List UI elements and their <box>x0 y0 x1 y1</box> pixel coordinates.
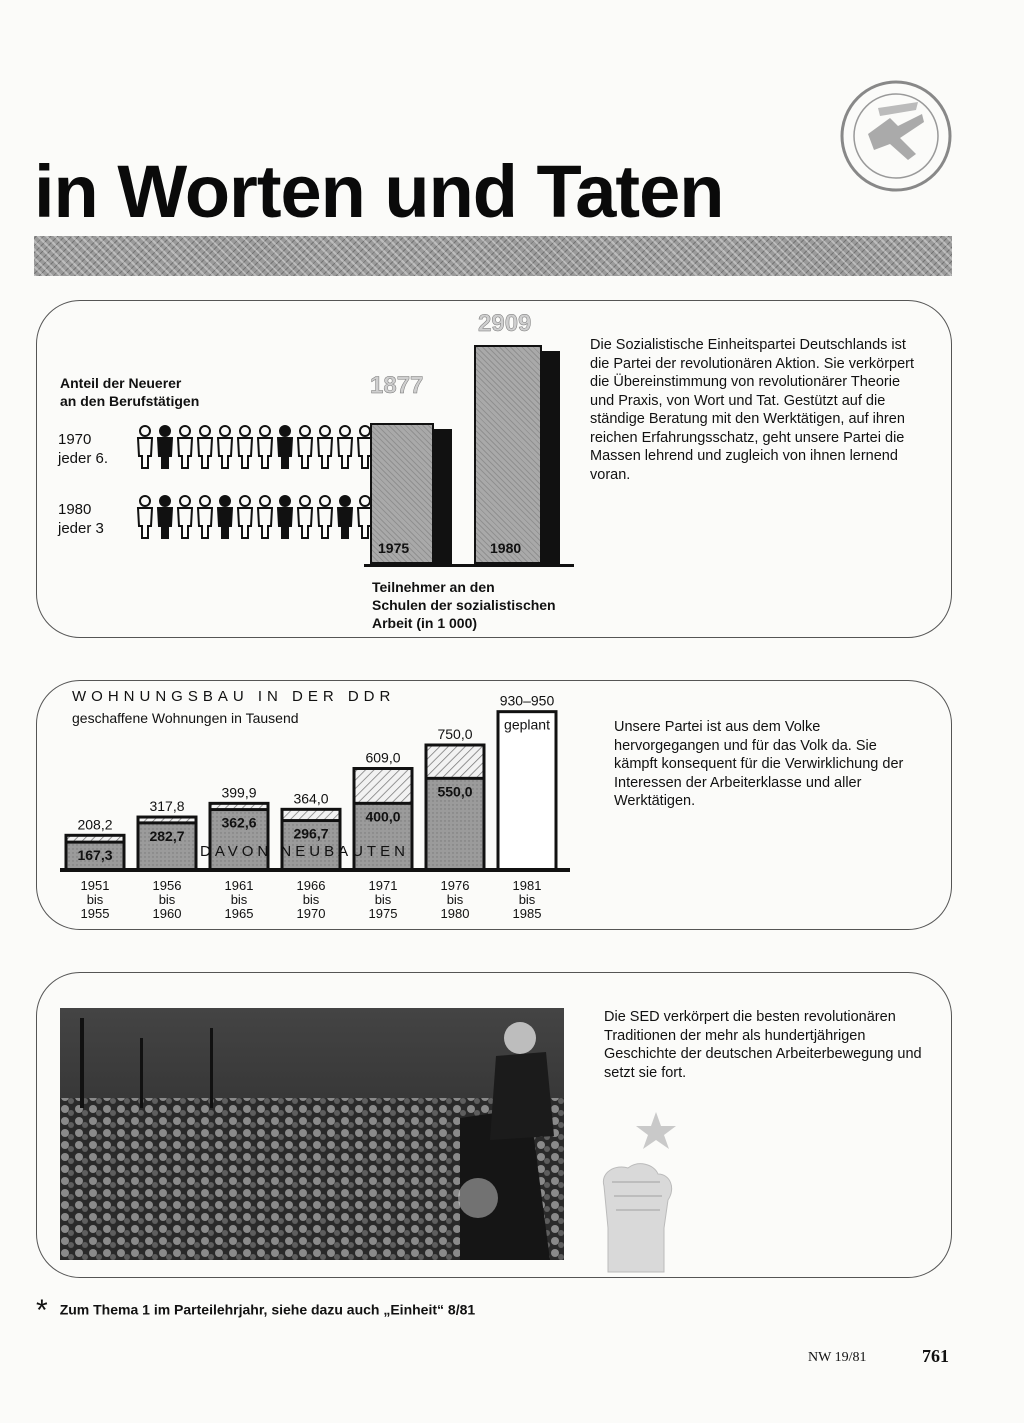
bar-neubauten-label: 400,0 <box>365 808 401 825</box>
teilnehmer-chart <box>364 306 574 574</box>
x-tick-label: 1960 <box>152 906 182 921</box>
bar-total-label: 930–950 <box>499 692 555 709</box>
x-tick-label: 1961 <box>224 878 254 893</box>
bar-total <box>498 712 556 870</box>
person-icon <box>298 496 312 538</box>
x-tick-label: 1980 <box>440 906 470 921</box>
wohnungsbau-svg <box>60 676 580 926</box>
bar-1980 <box>474 345 542 564</box>
bar-total-label: 208,2 <box>77 816 113 833</box>
bar-neubauten-label: 550,0 <box>437 783 473 800</box>
person-icon <box>338 496 352 538</box>
person-icon <box>238 496 252 538</box>
person-icon <box>318 496 332 538</box>
bar-total-label: 364,0 <box>293 790 329 807</box>
bar-total-label: 750,0 <box>437 726 473 742</box>
bar-label-1980: 1980 <box>490 540 522 556</box>
person-icon <box>238 426 252 468</box>
bar-neubauten-label: 282,7 <box>149 827 185 844</box>
wohnungsbau-title: WOHNUNGSBAU IN DER DDR <box>72 688 396 705</box>
person-icon <box>178 426 192 468</box>
person-icon <box>258 426 272 468</box>
wohnungsbau-chart <box>60 676 580 926</box>
pictogram-row-1980 <box>136 494 372 540</box>
person-icon <box>318 426 332 468</box>
row-1980-label: 1980 jeder 3 <box>58 501 104 537</box>
title-band <box>34 236 952 276</box>
x-tick-label: bis <box>518 892 536 907</box>
teilnehmer-caption: Teilnehmer an den Schulen der sozialistischen Arbeit (in 1 000) <box>372 579 556 631</box>
person-icon <box>158 426 172 468</box>
party-seal-emblem <box>838 78 954 194</box>
x-tick-label: 1951 <box>80 878 110 893</box>
person-icon <box>218 496 232 538</box>
person-icon <box>258 496 272 538</box>
crowd-photo <box>60 1008 564 1260</box>
x-tick-label: 1970 <box>296 906 326 921</box>
bar-total-label: 399,9 <box>221 784 257 801</box>
person-icon <box>178 496 192 538</box>
person-icon <box>278 426 292 468</box>
person-icon <box>198 426 212 468</box>
x-tick-label: 1976 <box>440 878 470 893</box>
x-tick-label: 1956 <box>152 878 182 893</box>
asterisk-icon: * <box>36 1294 48 1327</box>
person-icon <box>338 426 352 468</box>
x-tick-label: bis <box>86 892 104 907</box>
panel1-paragraph: Die Sozialistische Einheitspartei Deutschlands ist die Partei der revolutionären Aktion. Sie verkörpert die Übereinstimmung von revolutionärer Theorie und Praxis, von Wort und Tat. Gestützt auf die ständige Beratung mit den Werktätigen, auf ihren reichen Erfahrungsschatz, geht unsere Partei die Massen lehrend und zugleich von ihnen lernend voran. <box>590 337 915 483</box>
neuerer-label: Anteil der Neuerer an den Berufstätigen <box>60 375 200 409</box>
x-tick-label: 1971 <box>368 878 398 893</box>
star-fist-emblem <box>594 1108 684 1276</box>
bar-label-1975: 1975 <box>378 540 410 556</box>
person-icon <box>298 426 312 468</box>
bar-neubauten-label: 167,3 <box>77 847 113 864</box>
person-icon <box>138 426 152 468</box>
x-tick-label: bis <box>446 892 464 907</box>
person-icon <box>278 496 292 538</box>
person-icon <box>198 496 212 538</box>
planned-label: geplant <box>504 716 550 733</box>
x-tick-label: 1955 <box>80 906 110 921</box>
bar-1980-side <box>542 351 560 564</box>
page-title: in Worten und Taten <box>34 150 724 233</box>
wohnungsbau-subtitle: geschaffene Wohnungen in Tausend <box>72 710 299 726</box>
x-tick-label: bis <box>374 892 392 907</box>
page-number: 761 <box>922 1346 949 1366</box>
footnote: * Zum Thema 1 im Parteilehrjahr, siehe dazu auch „Einheit“ 8/81 <box>36 1294 476 1327</box>
x-tick-label: 1975 <box>368 906 398 921</box>
person-icon <box>218 426 232 468</box>
davon-neubauten-label: DAVON NEUBAUTEN <box>200 843 409 860</box>
bar-neubauten-label: 362,6 <box>221 814 257 831</box>
x-tick-label: bis <box>230 892 248 907</box>
bar-1975-side <box>434 429 452 564</box>
x-tick-label: 1981 <box>512 878 542 893</box>
panel3-paragraph: Die SED verkörpert die besten revolutionären Traditionen der mehr als hundertjährigen Geschichte der deutschen Arbeiterbewegung und setzt sie fort. <box>604 1009 922 1081</box>
x-tick-label: 1965 <box>224 906 254 921</box>
panel2-paragraph: Unsere Partei ist aus dem Volke hervorgegangen und für das Volk da. Sie kämpft konsequent für die Verwirklichung der Interessen der Arbeiterklasse und aller Werktätigen. <box>614 719 904 809</box>
bar-total-label: 317,8 <box>149 798 185 815</box>
x-tick-label: bis <box>158 892 176 907</box>
chart-baseline <box>364 564 574 567</box>
pictogram-row-1970 <box>136 424 372 470</box>
issue-label: NW 19/81 <box>808 1350 867 1365</box>
bar-value-1975: 1877 <box>370 372 424 399</box>
bar-total-label: 609,0 <box>365 749 401 766</box>
x-tick-label: 1985 <box>512 906 542 921</box>
bar-value-1980: 2909 <box>478 310 532 337</box>
x-tick-label: bis <box>302 892 320 907</box>
row-1970-label: 1970 jeder 6. <box>58 431 109 467</box>
x-tick-label: 1966 <box>296 878 326 893</box>
person-icon <box>158 496 172 538</box>
bar-neubauten-label: 296,7 <box>293 825 329 842</box>
person-icon <box>138 496 152 538</box>
